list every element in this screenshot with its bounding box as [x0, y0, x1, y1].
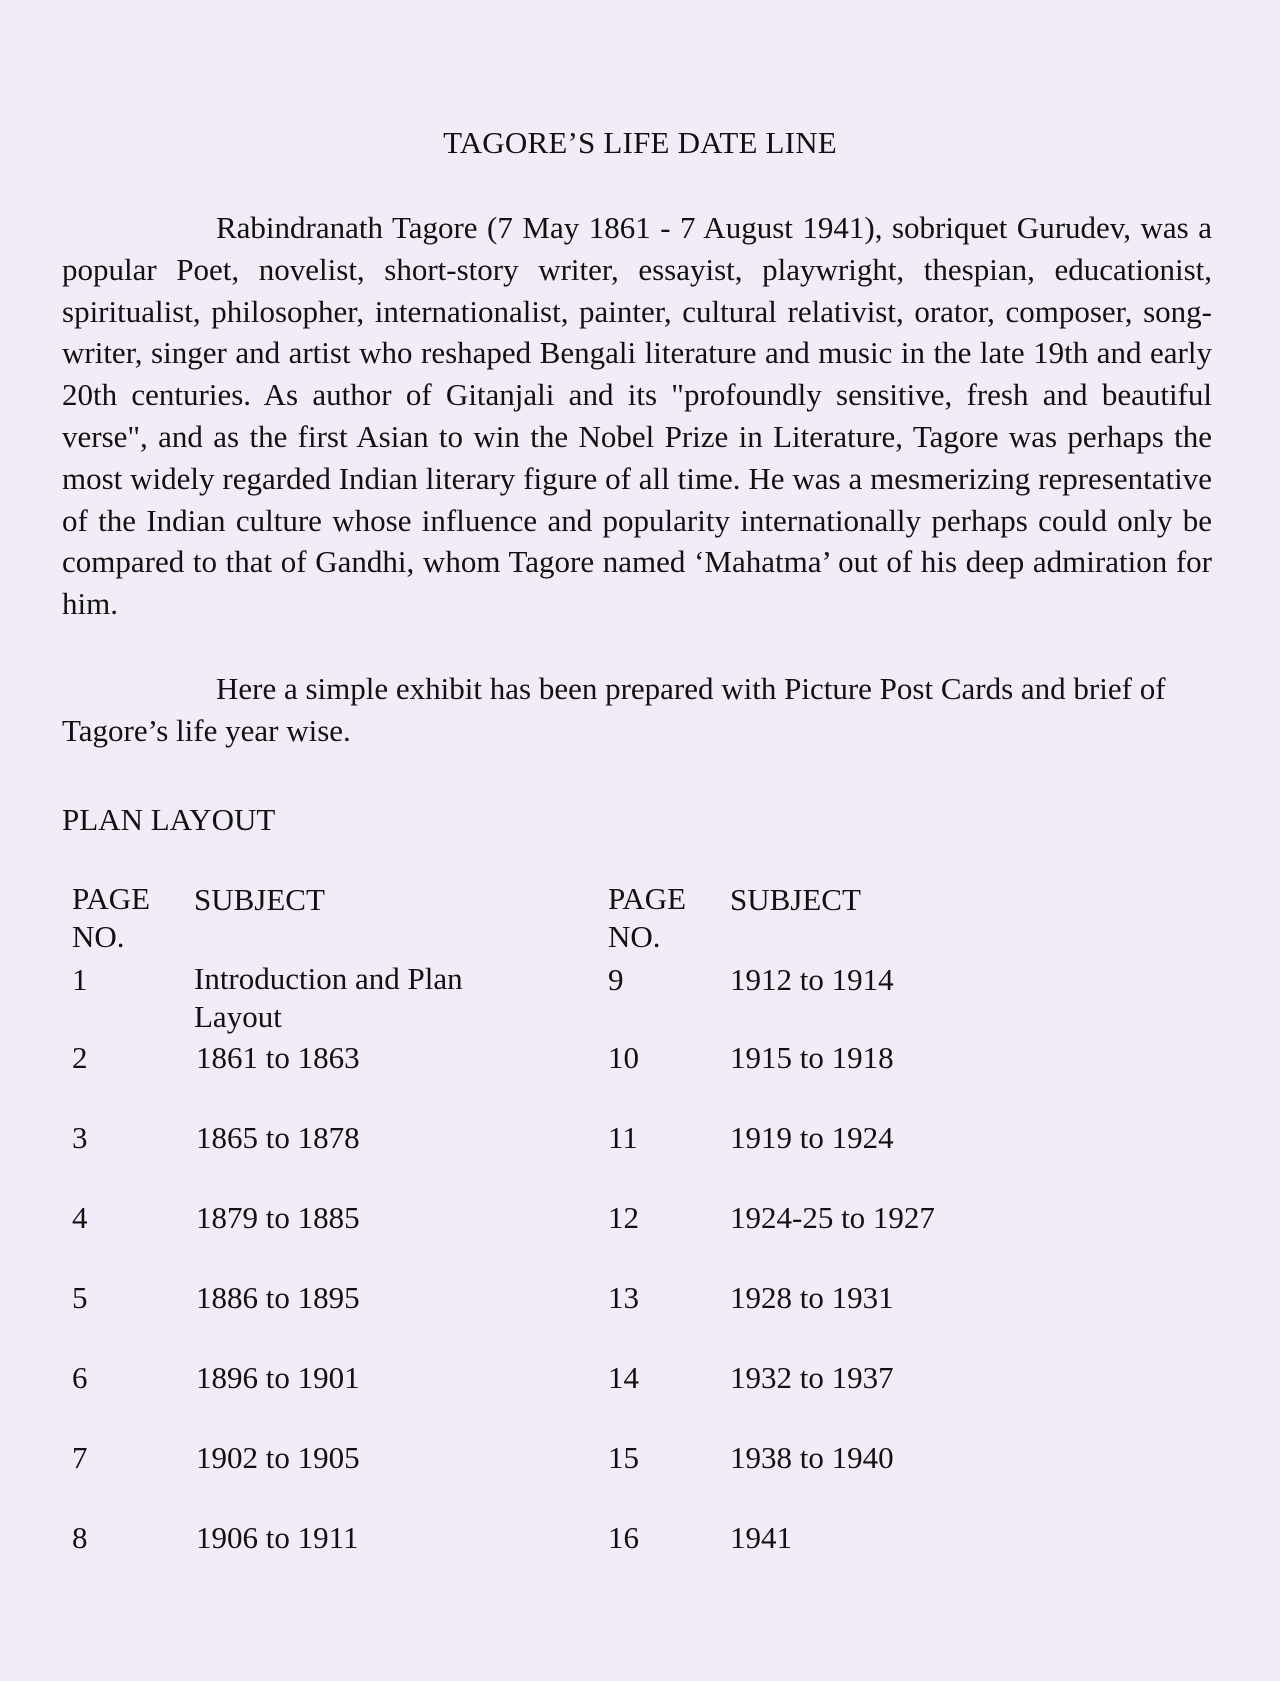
right-header-subject: SUBJECT — [730, 882, 861, 917]
right-row-page: 13 — [608, 1280, 639, 1315]
left-row-page: 4 — [72, 1200, 88, 1235]
right-row-page: 11 — [608, 1120, 638, 1155]
right-row-subject: 1919 to 1924 — [730, 1120, 894, 1155]
right-row-subject: 1924-25 to 1927 — [730, 1200, 935, 1235]
left-row-subject: Introduction and Plan Layout — [194, 961, 463, 1034]
left-row-page: 3 — [72, 1120, 88, 1155]
left-row-page: 8 — [72, 1520, 88, 1555]
left-row-subject: 1896 to 1901 — [196, 1360, 360, 1395]
left-row-subject: 1886 to 1895 — [196, 1280, 360, 1315]
left-row-subject: 1906 to 1911 — [196, 1520, 359, 1555]
left-row-subject: 1865 to 1878 — [196, 1120, 360, 1155]
document-title: TAGORE’S LIFE DATE LINE — [443, 125, 837, 160]
left-row-page: 1 — [72, 962, 88, 997]
left-row-page: 2 — [72, 1040, 88, 1075]
right-row-subject: 1938 to 1940 — [730, 1440, 894, 1475]
right-row-subject: 1912 to 1914 — [730, 962, 894, 997]
left-header-page-no: PAGE NO. — [72, 881, 151, 954]
intro-paragraph: Rabindranath Tagore (7 May 1861 - 7 August 1941), sobriquet Gurudev, was a popular Poet, novelist, short-story writer, essayist, playwright, thespian, educationist, spiritualist, philosopher, internationalist, painter, cultural relativist, orator, composer, song-writer, singer and artist who reshaped Bengali literature and music in the late 19th and early 20th centuries. As author of Gitanjali and its "profoundly sensitive, fresh and beautiful verse", and as the first Asian to win the Nobel Prize in Literature, Tagore was perhaps the most widely regarded Indian literary figure of all time. He was a mesmerizing representative of the Indian culture whose influence and popularity internationally perhaps could only be compared to that of Gandhi, whom Tagore named ‘Mahatma’ out of his deep admiration for him. — [62, 210, 1212, 622]
right-row-subject: 1915 to 1918 — [730, 1040, 894, 1075]
left-header-subject: SUBJECT — [194, 882, 325, 917]
left-row-page: 7 — [72, 1440, 88, 1475]
right-row-page: 10 — [608, 1040, 639, 1075]
left-row-page: 6 — [72, 1360, 88, 1395]
right-row-page: 16 — [608, 1520, 639, 1555]
right-header-page-no: PAGE NO. — [608, 881, 687, 954]
right-row-subject: 1941 — [730, 1520, 792, 1555]
left-row-subject: 1902 to 1905 — [196, 1440, 360, 1475]
right-row-page: 12 — [608, 1200, 639, 1235]
right-row-subject: 1928 to 1931 — [730, 1280, 894, 1315]
right-row-page: 9 — [608, 962, 624, 997]
left-row-subject: 1879 to 1885 — [196, 1200, 360, 1235]
left-row-subject: 1861 to 1863 — [196, 1040, 360, 1075]
exhibit-paragraph: Here a simple exhibit has been prepared with Picture Post Cards and brief of Tagore’s life year wise. — [62, 671, 1166, 748]
right-row-page: 15 — [608, 1440, 639, 1475]
left-row-page: 5 — [72, 1280, 88, 1315]
right-row-subject: 1932 to 1937 — [730, 1360, 894, 1395]
right-row-page: 14 — [608, 1360, 639, 1395]
plan-layout-heading: PLAN LAYOUT — [62, 802, 276, 837]
